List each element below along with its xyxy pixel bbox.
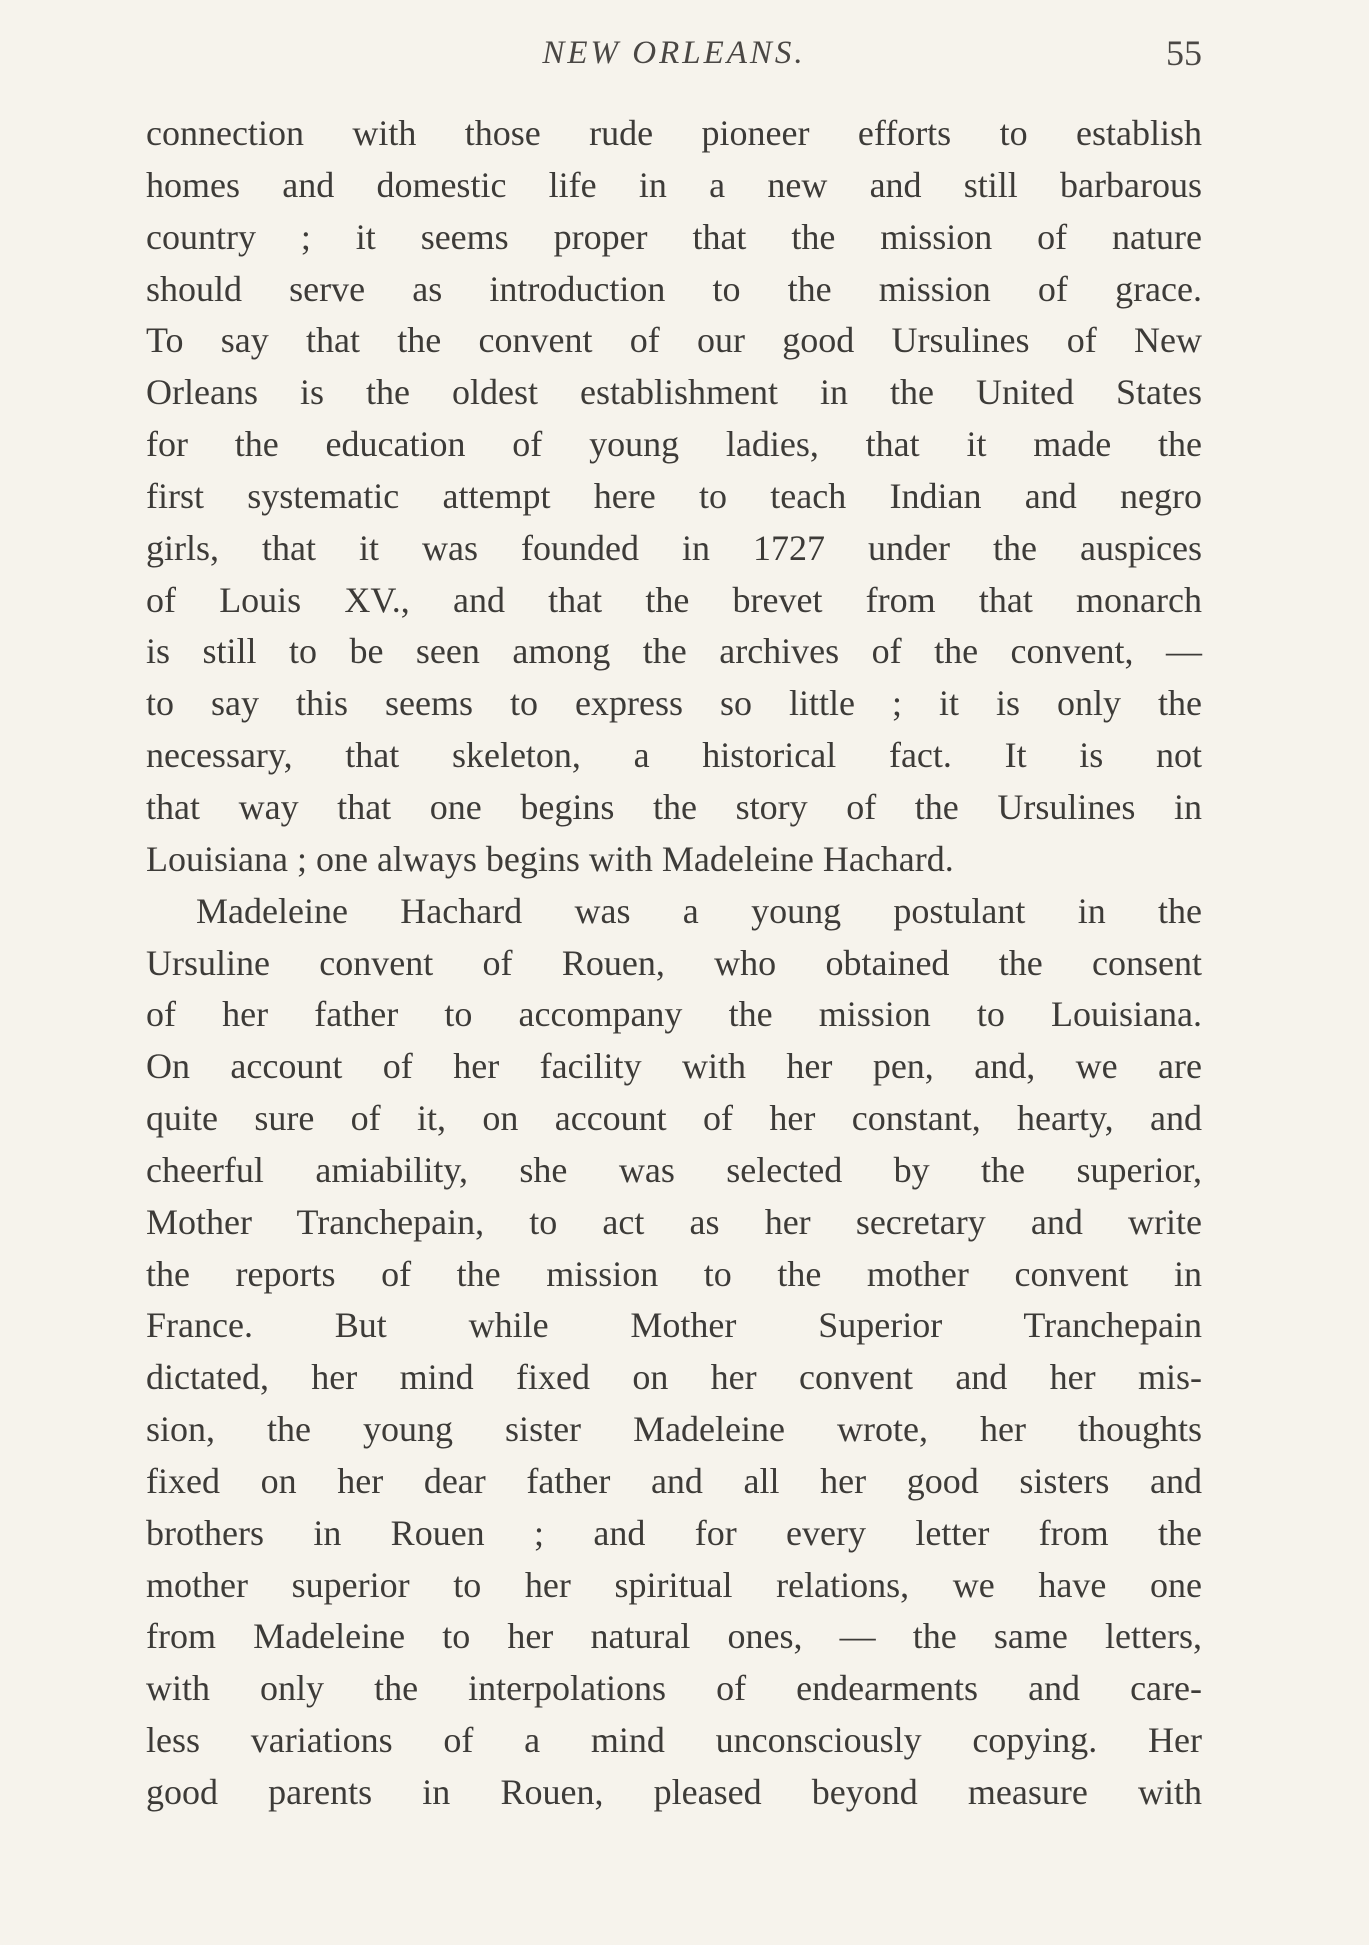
text-line: mother superior to her spiritual relations, we have one — [146, 1564, 1202, 1605]
text-line: good parents in Rouen, pleased beyond measure with — [146, 1772, 1202, 1812]
text-line: for the education of young ladies, that it made the — [146, 424, 1202, 465]
text-line: first systematic attempt here to teach Indian and negro — [146, 475, 1202, 516]
text-line: brothers in Rouen ; and for every letter from the — [146, 1512, 1202, 1553]
text-line: to say this seems to express so little ; it is only the — [146, 683, 1202, 724]
text-line: On account of her facility with her pen, and, we are — [146, 1046, 1202, 1087]
page-number: 55 — [1166, 33, 1202, 73]
text-line: Mother Tranchepain, to act as her secretary and write — [146, 1201, 1202, 1242]
text-line: sion, the young sister Madeleine wrote, her thoughts — [146, 1409, 1202, 1450]
text-line: the reports of the mission to the mother convent in — [146, 1253, 1202, 1294]
text-line: connection with those rude pioneer efforts to establish — [146, 113, 1202, 153]
paragraph-start-line: Madeleine Hachard was a young postulant in the — [196, 890, 1202, 931]
text-line: from Madeleine to her natural ones, — the same letters, — [146, 1616, 1202, 1657]
text-line: homes and domestic life in a new and still barbarous — [146, 164, 1202, 205]
text-line: girls, that it was founded in 1727 under the auspices — [146, 527, 1202, 568]
text-line: cheerful amiability, she was selected by the superior, — [146, 1149, 1202, 1190]
text-line: of Louis XV., and that the brevet from that monarch — [146, 579, 1202, 620]
text-line: quite sure of it, on account of her constant, hearty, and — [146, 1098, 1202, 1139]
text-line: with only the interpolations of endearments and care- — [146, 1668, 1202, 1709]
text-line: Ursuline convent of Rouen, who obtained the consent — [146, 942, 1202, 983]
body-text — [146, 108, 1202, 1819]
text-line: is still to be seen among the archives of the convent, — — [146, 631, 1202, 672]
text-line: Orleans is the oldest establishment in the United States — [146, 372, 1202, 413]
text-line: that way that one begins the story of the Ursulines in — [146, 786, 1202, 827]
text-line: dictated, her mind fixed on her convent and her mis- — [146, 1357, 1202, 1398]
text-line: necessary, that skeleton, a historical fact. It is not — [146, 735, 1202, 776]
paragraph-end-line: Louisiana ; one always begins with Madeleine Hachard. — [146, 838, 954, 879]
text-line: country ; it seems proper that the mission of nature — [146, 216, 1202, 257]
text-line: France. But while Mother Superior Tranchepain — [146, 1305, 1202, 1346]
text-line: of her father to accompany the mission to Louisiana. — [146, 994, 1202, 1035]
text-line: fixed on her dear father and all her good sisters and — [146, 1460, 1202, 1501]
text-line: To say that the convent of our good Ursulines of New — [146, 320, 1202, 361]
text-line: less variations of a mind unconsciously copying. Her — [146, 1720, 1202, 1761]
text-line: should serve as introduction to the mission of grace. — [146, 268, 1202, 309]
running-title: NEW ORLEANS. — [542, 35, 806, 71]
running-head — [146, 28, 1202, 78]
